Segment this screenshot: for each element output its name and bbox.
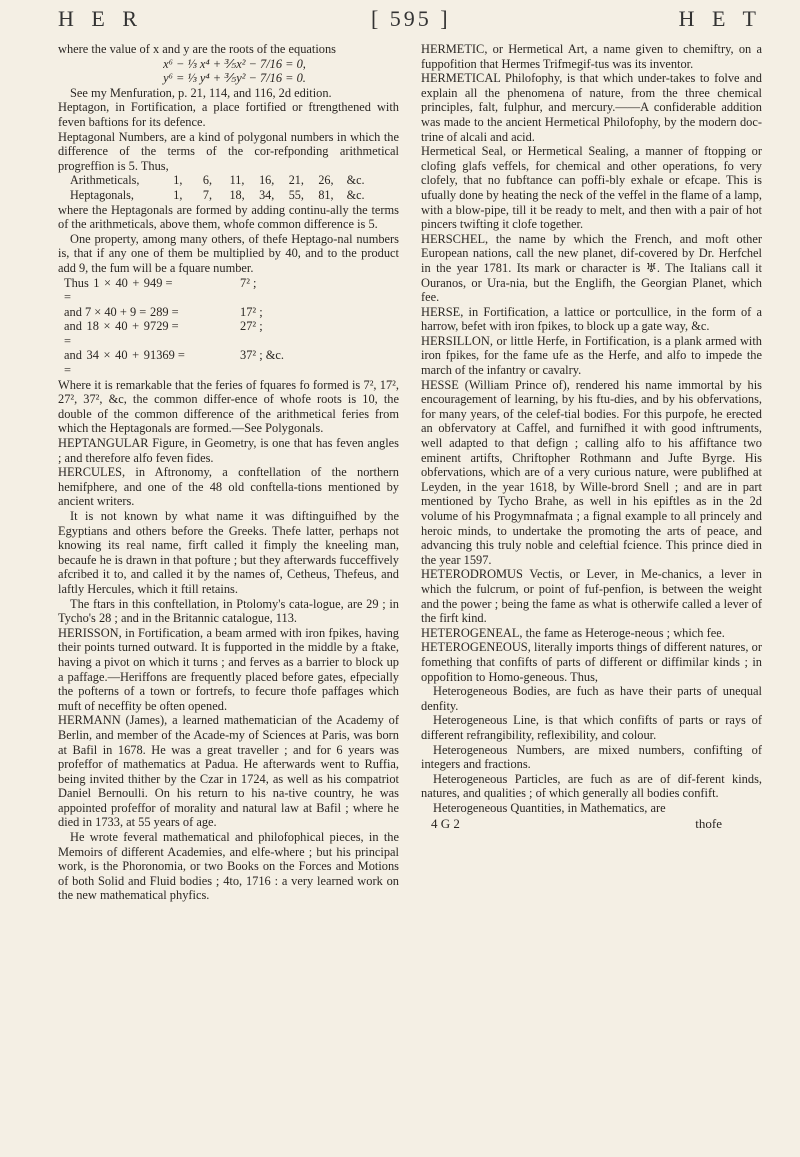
entry-continuation: where the value of x and y are the roots of the equations	[58, 42, 337, 56]
squares-row	[58, 348, 399, 377]
squares-row	[58, 276, 399, 305]
entry-paragraph: He wrote feveral mathematical and philofophical pieces, in the Memoirs of different Academies, and elfe-where ; but his principal work, is the Phoronomia, or two Books on the Forces and Motions of both Solid and Fluid bodies ; 4to, 1716 : a very learned work on the new mathematical phyfics.	[58, 830, 399, 903]
signature-mark: 4 G 2	[431, 816, 460, 832]
entry-heptagonal-numbers: Heptagonal Numbers, are a kind of polygonal numbers in which the difference of the terms of the cor-refponding arithmetical progreffion is 5. Thus,	[58, 129, 399, 173]
squares-expr: and 34 × 40 + 9 =	[64, 348, 150, 378]
entry-heterogeneous-line: Heterogeneous Line, is that which confifts of parts or rays of different refrangibility, reflexibility, and colour.	[421, 713, 762, 742]
table-cell: 18,	[229, 187, 245, 202]
squares-value: 49 =	[150, 275, 173, 290]
page-footer	[421, 816, 762, 831]
right-column	[421, 42, 762, 903]
page-number: [ 595 ]	[370, 6, 451, 31]
entry-paragraph: The ftars in this conftellation, in Ptolomy's cata-logue, are 29 ; in Tycho's 28 ; and in the Britannic catalogue, 113.	[58, 596, 399, 626]
table-cell: 81,	[318, 187, 334, 202]
entry-heptagon: Heptagon, in Fortification, a place fortified or ftrengthened with feven baftions for its defence.	[58, 100, 399, 129]
entry-herse: HERSE, in Fortification, a lattice or portcullice, in the form of a harrow, befet with iron fpikes, to block up a gate way, &c.	[421, 304, 762, 334]
squares-root: 7² ;	[240, 275, 257, 290]
entry-hercules: HERCULES, in Aftronomy, a conftellation of the northern hemifphere, and one of the 48 old conftella-tions mentioned by ancient writers.	[58, 465, 399, 509]
entry-heterodromus: HETERODROMUS Vectis, or Lever, in Me-chanics, a lever in which the fulcrum, or point of fuf-penfion, is between the weight and the power ; being the fame as what is otherwife called a lever of the firft kind.	[421, 567, 762, 626]
running-head-right: H E T	[678, 6, 762, 31]
squares-row	[58, 305, 399, 320]
squares-expr: and 7 × 40 + 9 =	[64, 304, 147, 319]
running-head	[58, 0, 762, 40]
entry-heptangular: HEPTANGULAR Figure, in Geometry, is one that has feven angles ; and therefore alfo feven fides.	[58, 436, 399, 465]
entry-herisson: HERISSON, in Fortification, a beam armed with iron fpikes, having their points turned outward. It is fupported in the middle by a ftake, having a pivot on which it turns ; and ferves as a barrier to block up a paffage.—Heriffons are frequently placed before gates, efpecially the pofterns of a town or fortrefs, to fecure thofe paffages which muft of neceffity be often opened.	[58, 625, 399, 713]
squares-value: 729 =	[150, 319, 179, 334]
equation-y: y⁶ = ⅓ y⁴ + ⅗y² − 7/16 = 0.	[163, 71, 306, 86]
table-cell: &c.	[346, 173, 365, 188]
squares-row	[58, 319, 399, 348]
running-head-left: H E R	[58, 6, 143, 31]
table-cell: Arithmeticals,	[70, 173, 140, 188]
table-cell: Heptagonals,	[70, 187, 134, 202]
squares-root: 17² ;	[240, 304, 263, 319]
table-cell: 21,	[288, 173, 304, 188]
table-cell: 55,	[288, 187, 304, 202]
table-cell: 1,	[173, 173, 183, 188]
table-cell: 11,	[229, 173, 245, 188]
entry-paragraph: See my Menfuration, p. 21, 114, and 116, 2d edition.	[70, 85, 332, 100]
entry-herschel: HERSCHEL, the name by which the French, and moft other European nations, call the new planet, dif-covered by Dr. Herfchel in the year 1781. Its mark or character is ♅. The Italians call it Ouranos, or Ura-nia, but the Englifh, the Georgian Planet, which fee.	[421, 231, 762, 305]
entry-heterogeneous-numbers: Heterogeneous Numbers, are mixed numbers, confifting of integers and fractions.	[421, 742, 762, 772]
table-cell: &c.	[346, 187, 365, 202]
entry-hermann: HERMANN (James), a learned mathematician of the Academy of Berlin, and member of the Acade-my of Sciences at Paris, was born at Bafil in 1678. He was a great traveller ; and for 6 years was profeffor of mathematics at Padua. He afterwards went to Ruffia, being invited thither by the Czar in 1724, as well as his compatriot Daniel Bernoulli. On his return to his na-tive country, he was appointed profeffor of morality and natural law at Bafil ; where he died in 1733, at 55 years of age.	[58, 713, 399, 830]
table-cell: 26,	[318, 173, 334, 188]
entry-heterogeneous-quantities: Heterogeneous Quantities, in Mathematics, are	[433, 800, 666, 815]
table-cell: 16,	[259, 173, 275, 188]
table-cell: 6,	[202, 173, 212, 188]
entry-hesse: HESSE (William Prince of), rendered his name immortal by his encouragement of learning, by his ftu-dies, and by his obfervations, for many years, of the celef-tial bodies. For this purpofe, he erected an obfervatory at Caffel, and furnifhed it with good inftruments, well adapted to that defign ; calling alfo to his affiftance two eminent artifts, Chriftopher Rothmann and Jufte Byrge. His obfervations, which are of a very curious nature, were publifhed at Leyden, in the year 1618, by Wille-brord Snell ; and are in part mentioned by Tycho Brahe, as well in his epiftles as in the 2d volume of his Progymnafmata ; a fignal example to all princely and heroic minds, to undertake the promoting the arts of peace, and advancing this truly noble and celeftial fcience. This prince died in the year 1597.	[421, 377, 762, 567]
table-cell: 34,	[259, 187, 275, 202]
entry-paragraph: One property, among many others, of thefe Heptago-nal numbers is, that if any one of them be multiplied by 40, and to the product add 9, the fum will be a fquare number.	[58, 231, 399, 275]
equation-x: x⁶ − ⅓ x⁴ + ⅗x² − 7/16 = 0,	[163, 56, 306, 71]
heptagonal-table	[70, 173, 399, 202]
entry-heterogeneous: HETEROGENEOUS, literally imports things of different natures, or fomething that confifts of parts of different or diffimilar kinds ; in oppofition to Homo-geneous. Thus,	[421, 640, 762, 684]
text-columns	[58, 42, 762, 903]
entry-hermetical-seal: Hermetical Seal, or Hermetical Sealing, a manner of ftopping or clofing glafs veffels, for chemical and other operations, fo very clofely, that no fubftance can poffi-bly exhale or efcape. This is ufually done by heating the neck of the veffel in the flame of a lamp, with a blow-pipe, till it be ready to melt, and then with a pair of hot pincers twifting it clofe together.	[421, 144, 762, 232]
table-cell: 1,	[173, 187, 183, 202]
entry-paragraph: Where it is remarkable that the feries of fquares fo formed is 7², 17², 27², 37², &c, the common differ-ence of whofe roots is 10, the double of the common difference of the arithmetical feries from which the Heptagonals are formed.—See Polygonals.	[58, 377, 399, 436]
entry-heterogeneous-particles: Heterogeneous Particles, are fuch as are of dif-ferent kinds, natures, and qualities ; of which generally all bodies confift.	[421, 771, 762, 801]
squares-expr: and 18 × 40 + 9 =	[64, 319, 150, 348]
entry-hermetical-philosophy: HERMETICAL Philofophy, is that which under-takes to folve and explain all the phenomena of nature, from the three chemical principles, falt, fulphur, and mercury.——A confiderable addition was made to the ancient Hermetical Philofophy, by the modern doc-trine of alcali and acid.	[421, 71, 762, 144]
entry-paragraph: where the Heptagonals are formed by adding continu-ally the terms of the arithmeticals, above them, whofe common difference is 5.	[58, 202, 399, 232]
entry-hermetic: HERMETIC, or Hermetical Art, a name given to chemiftry, on a fuppofition that Hermes Trifmegif-tus was its inventor.	[421, 42, 762, 71]
squares-value: 1369 =	[150, 348, 185, 363]
entry-hersillon: HERSILLON, or little Herfe, in Fortification, is a plank armed with iron fpikes, for the fame ufe as the Herfe, and alfo to impede the march of the infantry or cavalry.	[421, 333, 762, 378]
squares-list	[58, 276, 399, 378]
squares-value: 289 =	[150, 304, 179, 319]
squares-root: 27² ;	[240, 319, 263, 334]
entry-heterogeneal: HETEROGENEAL, the fame as Heteroge-neous ; which fee.	[421, 625, 725, 640]
left-column	[58, 42, 399, 903]
catchword: thofe	[695, 816, 722, 832]
squares-expr: Thus 1 × 40 + 9 =	[64, 275, 150, 305]
table-cell: 7,	[202, 187, 212, 202]
squares-root: 37² ; &c.	[240, 348, 284, 363]
entry-paragraph: It is not known by what name it was diftinguifhed by the Egyptians and others before the Greeks. Thefe latter, perhaps not knowing its real name, firft called it fimply the kneeling man, becaufe he is drawn in that pofture ; but they afterwards fucceffively afcribed it to, and called it by the names of, Cetheus, Thefeus, and laftly Hercules, which it ftill retains.	[58, 509, 399, 596]
entry-heterogeneous-bodies: Heterogeneous Bodies, are fuch as have their parts of unequal denfity.	[421, 684, 762, 713]
